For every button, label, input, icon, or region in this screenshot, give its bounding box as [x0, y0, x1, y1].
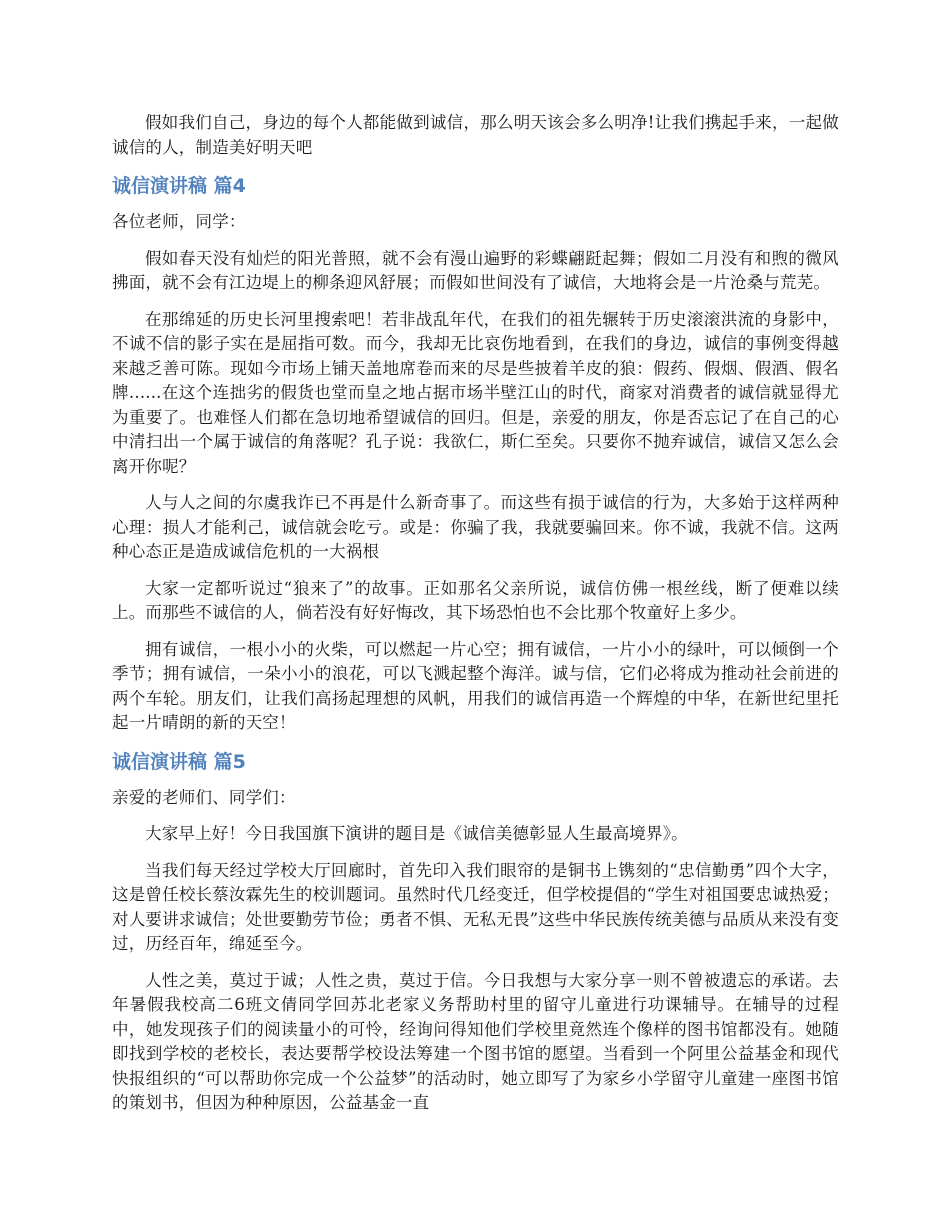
section-4 [112, 173, 839, 736]
section-heading: 诚信演讲稿 篇4 [112, 175, 246, 197]
section-heading: 诚信演讲稿 篇5 [112, 750, 246, 773]
body-paragraph: 人性之美，莫过于诚；人性之贵，莫过于信。今日我想与大家分享一则不曾被遗忘的承诺。去年暑假我校高二6班文倩同学回苏北老家义务帮助村里的留守儿童进行功课辅导。在辅导的过程中，她发现孩子们的阅读量小的可怜，经询问得知他们学校里竟然连个像样的图书馆都没有。她随即找到学校的老校长，表达要帮学校设法筹建一个图书馆的愿望。当看到一个阿里公益基金和现代快报组织的“可以帮助你完成一个公益梦”的活动时，她立即写了为家乡小学留守儿童建一座图书馆的策划书，但因为种种原因，公益基金一直 [112, 970, 839, 1112]
body-paragraph: 大家早上好！今日我国旗下演讲的题目是《诚信美德彰显人生最高境界》。 [145, 824, 688, 843]
section-5 [112, 749, 839, 1116]
section-greeting: 各位老师，同学： [112, 212, 246, 231]
body-paragraph: 假如春天没有灿烂的阳光普照，就不会有漫山遍野的彩蝶翩跹起舞；假如二月没有和煦的微风拂面，就不会有江边堤上的柳条迎风舒展；而假如世间没有了诚信，大地将会是一片沧桑与荒芜。 [112, 248, 839, 292]
body-paragraph: 当我们每天经过学校大厅回廊时，首先印入我们眼帘的是铜书上镌刻的“忠信勤勇”四个大字，这是曾任校长蔡汝霖先生的校训题词。虽然时代几经变迁，但学校提倡的“学生对祖国要忠诚热爱；对人要讲求诚信；处世要勤劳节俭；勇者不惧、无私无畏”这些中华民族传统美德与品质从来没有变过，历经百年，绵延至今。 [112, 860, 839, 953]
section-greeting: 亲爱的老师们、同学们： [112, 787, 296, 807]
body-paragraph: 大家一定都听说过“狼来了”的故事。正如那名父亲所说，诚信仿佛一根丝线，断了便难以续上。而那些不诚信的人，倘若没有好好悔改，其下场恐怕也不会比那个牧童好上多少。 [112, 578, 839, 622]
body-paragraph: 在那绵延的历史长河里搜索吧！若非战乱年代，在我们的祖先辗转于历史滚滚洪流的身影中，不诚不信的影子实在是屈指可数。而今，我却无比哀伤地看到，在我们的身边，诚信的事例变得越来越乏善可陈。现如今市场上铺天盖地席卷而来的尽是些披着羊皮的狼：假药、假烟、假酒、假名牌......在这个连拙劣的假货也堂而皇之地占据市场半壁江山的时代，商家对消费者的诚信就显得尤为重要了。也难怪人们都在急切地希望诚信的回归。但是，亲爱的朋友，你是否忘记了在自己的心中清扫出一个属于诚信的角落呢？孔子说：我欲仁，斯仁至矣。只要你不抛弃诚信，诚信又怎么会离开你呢？ [112, 309, 839, 476]
body-paragraph: 拥有诚信，一根小小的火柴，可以燃起一片心空；拥有诚信，一片小小的绿叶，可以倾倒一个季节；拥有诚信，一朵小小的浪花，可以飞溅起整个海洋。诚与信，它们必将成为推动社会前进的两个车轮。朋友们，让我们高扬起理想的风帆，用我们的诚信再造一个辉煌的中华，在新世纪里托起一片晴朗的新的天空！ [112, 639, 839, 732]
body-paragraph: 人与人之间的尔虞我诈已不再是什么新奇事了。而这些有损于诚信的行为，大多始于这样两种心理：损人才能利己，诚信就会吃亏。或是：你骗了我，我就要骗回来。你不诚，我就不信。这两种心态正是造成诚信危机的一大祸根 [112, 493, 839, 561]
intro-paragraph: 假如我们自己，身边的每个人都能做到诚信，那么明天该会多么明净!让我们携起手来，一起做诚信的人，制造美好明天吧 [112, 113, 839, 157]
document-body [112, 111, 839, 1116]
